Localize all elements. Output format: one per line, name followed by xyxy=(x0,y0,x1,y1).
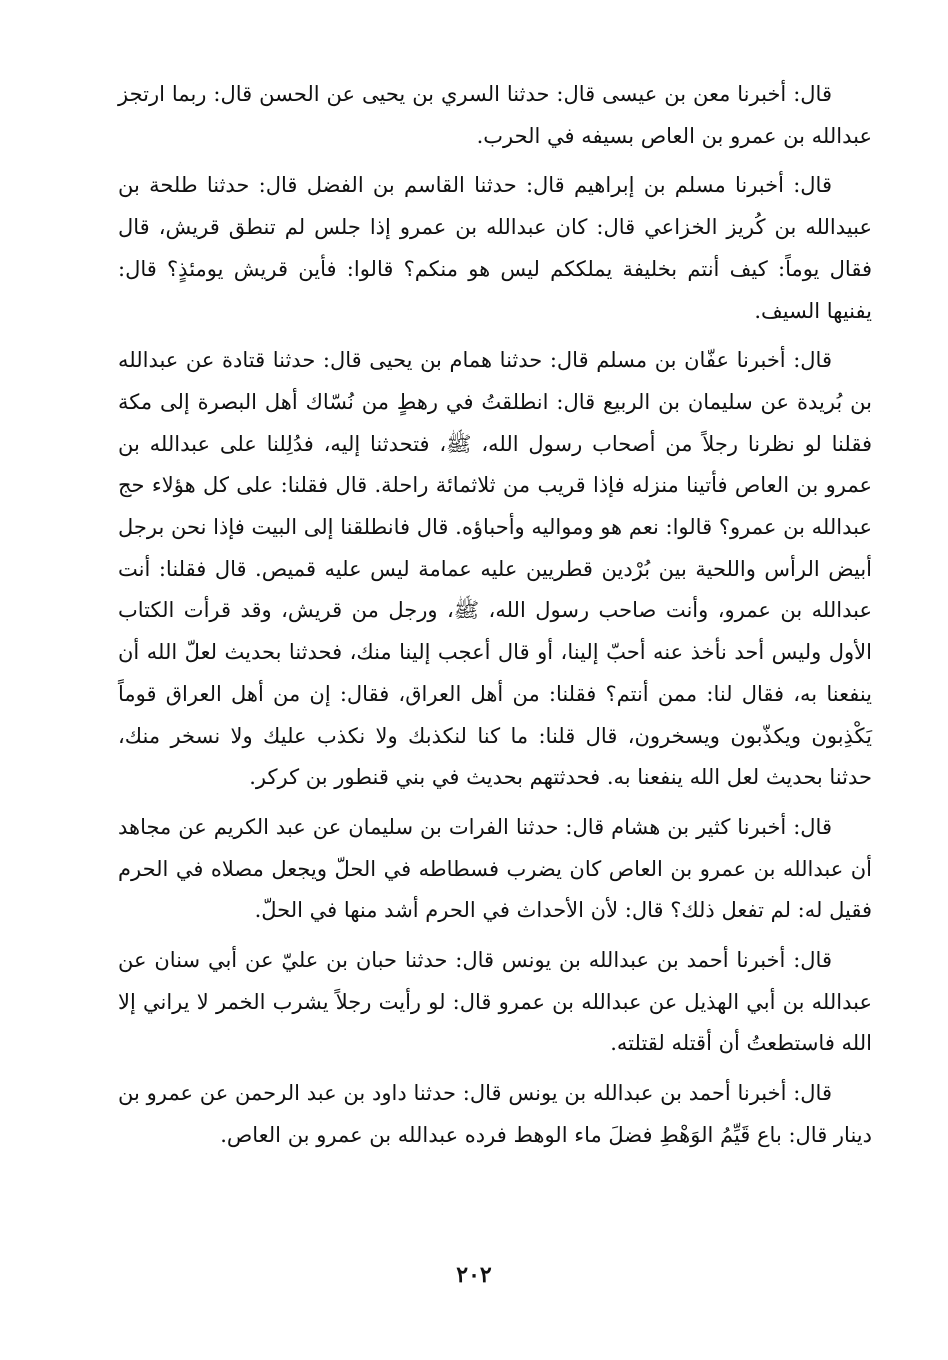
page-number: ٢٠٢ xyxy=(456,1262,492,1288)
paragraph-1: قال: أخبرنا معن بن عيسى قال: حدثنا السري بن يحيى عن الحسن قال: ربما ارتجز عبدالله بن عمرو بن العاص بسيفه في الحرب. xyxy=(118,82,872,148)
paragraph-6: قال: أخبرنا أحمد بن عبدالله بن يونس قال: حدثنا داود بن عبد الرحمن عن عمرو بن دينار قال: باع قَيِّمُ الوَهْطِ فضلَ ماء الوهط فرده عبدالله بن عمرو بن العاص. xyxy=(118,1081,872,1147)
page-body xyxy=(118,74,872,1165)
paragraph-4: قال: أخبرنا كثير بن هشام قال: حدثنا الفرات بن سليمان عن عبد الكريم عن مجاهد أن عبدالله بن عمرو بن العاص كان يضرب فسطاطه في الحلّ ويجعل مصلاه في الحرم فقيل له: لم تفعل ذلك؟ قال: لأن الأحداث في الحرم أشد منها في الحلّ. xyxy=(118,814,872,923)
paragraph-2: قال: أخبرنا مسلم بن إبراهيم قال: حدثنا القاسم بن الفضل قال: حدثنا طلحة بن عبيدالله بن كُريز الخزاعي قال: كان عبدالله بن عمرو إذا جلس لم تنطق قريش، قال فقال يوماً: كيف أنتم بخليفة يملككم ليس هو منكم؟ قالوا: فأين قريش يومئذٍ؟ قال: يفنيها السيف. xyxy=(118,173,872,323)
paragraph-5: قال: أخبرنا أحمد بن عبدالله بن يونس قال: حدثنا حبان بن عليّ عن أبي سنان عن عبدالله بن أبي الهذيل عن عبدالله بن عمرو قال: لو رأيت رجلاً يشرب الخمر لا يراني إلا الله فاستطعتُ أن أقتله لقتلته. xyxy=(118,948,872,1056)
paragraph-3: قال: أخبرنا عفّان بن مسلم قال: حدثنا همام بن يحيى قال: حدثنا قتادة عن عبدالله بن بُريدة عن سليمان بن الربيع قال: انطلقتُ في رهطٍ من نُسّاك أهل البصرة إلى مكة فقلنا لو نظرنا رجلاً من أصحاب رسول الله، ﷺ، فتحدثنا إليه، فدُلِلنا على عبدالله بن عمرو بن العاص فأتينا منزله فإذا قريب من ثلاثمائة راحلة. قال فقلنا: على كل هؤلاء حج عبدالله بن عمرو؟ قالوا: نعم هو ومواليه وأحباؤه. قال فانطلقنا إلى البيت فإذا نحن برجل أبيض الرأس واللحية بين بُرْدين قطريين عليه عمامة ليس عليه قميص. قال فقلنا: أنت عبدالله بن عمرو، وأنت صاحب رسول الله، ﷺ، ورجل من قريش، وقد قرأت الكتاب الأول وليس أحد نأخذ عنه أحبّ إلينا، أو قال أعجب إلينا منك، فحدثنا بحديث لعلّ الله أن ينفعنا به، فقال لنا: ممن أنتم؟ فقلنا: من أهل العراق، فقال: إن من أهل العراق قوماً يَكْذِبون ويكذّبون ويسخرون، قال قلنا: ما كنا لنكذبك ولا نكذب عليك ولا نسخر منك، حدثنا بحديث لعل الله ينفعنا به. فحدثتهم بحديث في بني قنطور بن كركر. xyxy=(118,348,872,790)
